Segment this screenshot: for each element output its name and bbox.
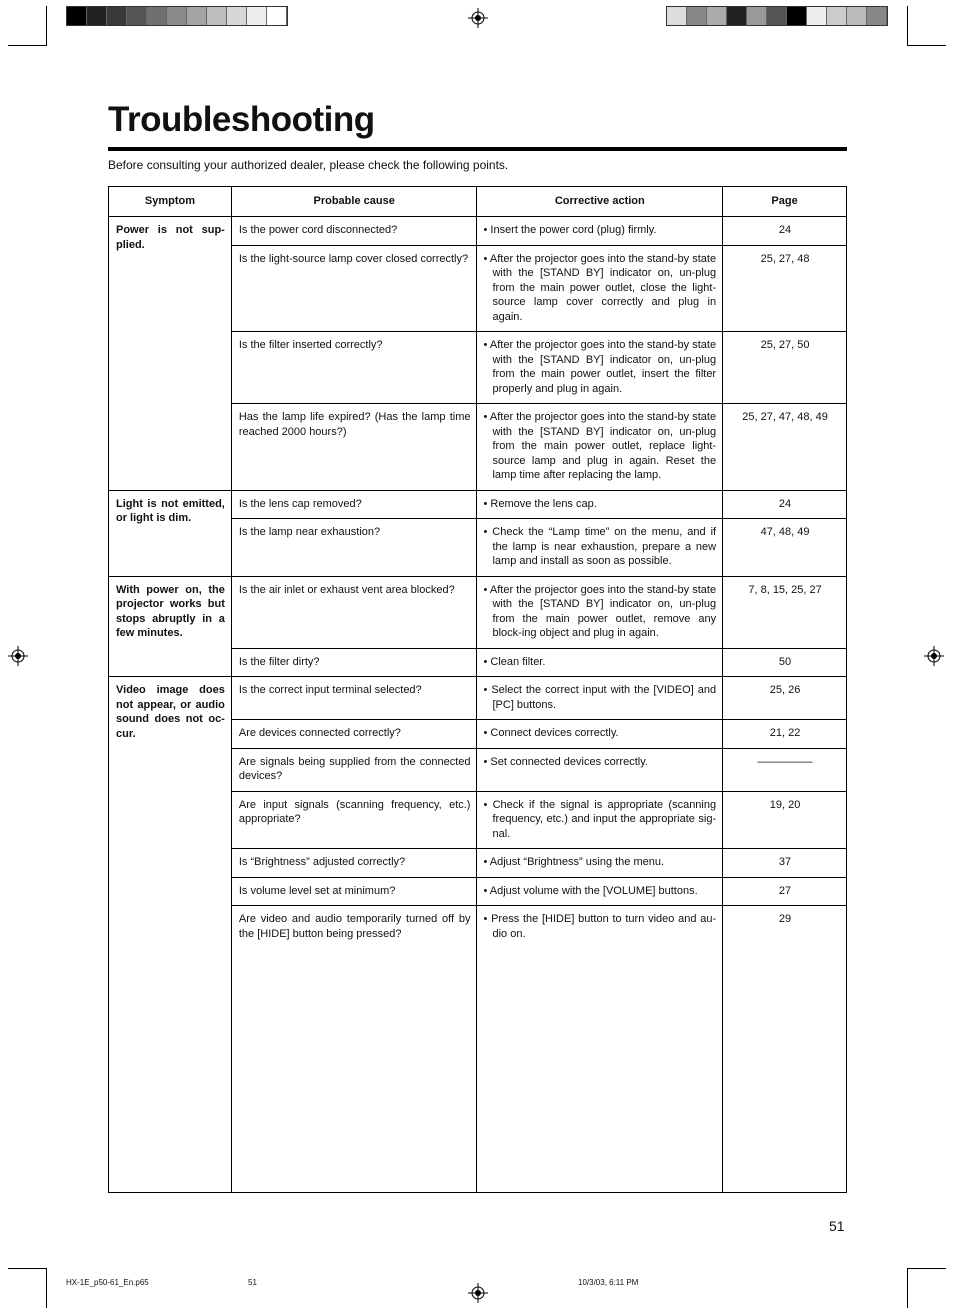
- action-cell: • Insert the power cord (plug) firmly.: [477, 217, 723, 246]
- grayscale-bar-left: [66, 6, 288, 26]
- table-header-row: [109, 187, 847, 217]
- cause-cell: Is the air inlet or exhaust vent area blocked?: [231, 576, 477, 648]
- intro-text: Before consulting your authorized dealer, please check the following points.: [108, 158, 509, 172]
- footer-datetime: 10/3/03, 6:11 PM: [578, 1278, 639, 1287]
- cause-cell: Is the correct input terminal selected?: [231, 677, 477, 720]
- action-cell: • Connect devices correctly.: [477, 720, 723, 749]
- cause-cell: Are devices connected correctly?: [231, 720, 477, 749]
- page-cell: 37: [723, 849, 847, 878]
- page-cell: 29: [723, 906, 847, 949]
- registration-target-icon: [8, 646, 28, 666]
- cause-cell: Is volume level set at minimum?: [231, 877, 477, 906]
- crop-mark: [8, 45, 46, 46]
- cause-cell: Is the lamp near exhaustion?: [231, 519, 477, 577]
- action-cell: • After the projector goes into the stand-by state with the [STAND BY] indicator on, un-plug from the main power outlet, close the light- source lamp cover correctly and plug in again.: [477, 245, 723, 332]
- page-cell: 25, 27, 47, 48, 49: [723, 404, 847, 491]
- footer-filename: HX-1E_p50-61_En.p65: [66, 1278, 149, 1287]
- table-row: [109, 490, 847, 519]
- column-header-action: Corrective action: [477, 187, 723, 217]
- empty-cell: [723, 948, 847, 1193]
- registration-target-icon: [468, 1283, 488, 1303]
- crop-mark: [908, 45, 946, 46]
- action-cell: • Clean filter.: [477, 648, 723, 677]
- title-rule: [108, 147, 847, 151]
- cause-cell: Has the lamp life expired? (Has the lamp time reached 2000 hours?): [231, 404, 477, 491]
- action-cell: • Check the “Lamp time” on the menu, and if the lamp is near exhaustion, prepare a new lamp and install as soon as possible.: [477, 519, 723, 577]
- page-number: 51: [829, 1218, 845, 1234]
- page-cell: 25, 26: [723, 677, 847, 720]
- page-cell: 21, 22: [723, 720, 847, 749]
- action-cell: • After the projector goes into the stand-by state with the [STAND BY] indicator on, un-plug from the main power outlet, replace light-source lamp and plug in again. Reset the lamp time after replacing the lamp.: [477, 404, 723, 491]
- page-cell: —————: [723, 748, 847, 791]
- crop-mark: [46, 6, 47, 46]
- empty-cell: [231, 948, 477, 1193]
- action-cell: • Adjust “Brightness” using the menu.: [477, 849, 723, 878]
- page-cell: 50: [723, 648, 847, 677]
- symptom-cell: With power on, the projector works but stops abruptly in a few minutes.: [109, 576, 232, 677]
- action-cell: • Remove the lens cap.: [477, 490, 723, 519]
- action-cell: • Adjust volume with the [VOLUME] buttons.: [477, 877, 723, 906]
- page-cell: 25, 27, 50: [723, 332, 847, 404]
- cause-cell: Are input signals (scanning frequency, etc.) appropriate?: [231, 791, 477, 849]
- page-title: Troubleshooting: [108, 100, 375, 139]
- page-cell: 24: [723, 490, 847, 519]
- crop-mark: [46, 1268, 47, 1308]
- column-header-page: Page: [723, 187, 847, 217]
- action-cell: • After the projector goes into the stand-by state with the [STAND BY] indicator on, un-plug from the main power outlet, remove any block-ing object and plug in again.: [477, 576, 723, 648]
- crop-mark: [908, 1268, 946, 1269]
- cause-cell: Is “Brightness” adjusted correctly?: [231, 849, 477, 878]
- cause-cell: Is the power cord disconnected?: [231, 217, 477, 246]
- cause-cell: Are signals being supplied from the connected devices?: [231, 748, 477, 791]
- page-cell: 47, 48, 49: [723, 519, 847, 577]
- action-cell: • Select the correct input with the [VIDEO] and [PC] buttons.: [477, 677, 723, 720]
- page-cell: 7, 8, 15, 25, 27: [723, 576, 847, 648]
- cause-cell: Is the lens cap removed?: [231, 490, 477, 519]
- cause-cell: Are video and audio temporarily turned off by the [HIDE] button being pressed?: [231, 906, 477, 949]
- grayscale-bar-right: [666, 6, 888, 26]
- table-row: [109, 217, 847, 246]
- table-row: [109, 576, 847, 648]
- cause-cell: Is the filter inserted correctly?: [231, 332, 477, 404]
- table-row: [109, 677, 847, 720]
- action-cell: • After the projector goes into the stand-by state with the [STAND BY] indicator on, un-plug from the main power outlet, insert the filter properly and plug in again.: [477, 332, 723, 404]
- footer-page: 51: [248, 1278, 257, 1287]
- page-cell: 19, 20: [723, 791, 847, 849]
- page-cell: 25, 27, 48: [723, 245, 847, 332]
- cause-cell: Is the filter dirty?: [231, 648, 477, 677]
- troubleshooting-table: [108, 186, 847, 1193]
- symptom-cell: Power is not sup-plied.: [109, 217, 232, 491]
- action-cell: • Check if the signal is appropriate (scanning frequency, etc.) and input the appropriate sig-nal.: [477, 791, 723, 849]
- page-cell: 24: [723, 217, 847, 246]
- cause-cell: Is the light-source lamp cover closed correctly?: [231, 245, 477, 332]
- symptom-cell: Video image does not appear, or audio sound does not oc-cur.: [109, 677, 232, 1193]
- registration-target-icon: [468, 8, 488, 28]
- crop-mark: [907, 6, 908, 46]
- empty-cell: [477, 948, 723, 1193]
- registration-target-icon: [924, 646, 944, 666]
- crop-mark: [8, 1268, 46, 1269]
- symptom-cell: Light is not emitted, or light is dim.: [109, 490, 232, 576]
- crop-mark: [907, 1268, 908, 1308]
- action-cell: • Press the [HIDE] button to turn video and au-dio on.: [477, 906, 723, 949]
- page-cell: 27: [723, 877, 847, 906]
- column-header-symptom: Symptom: [109, 187, 232, 217]
- action-cell: • Set connected devices correctly.: [477, 748, 723, 791]
- column-header-cause: Probable cause: [231, 187, 477, 217]
